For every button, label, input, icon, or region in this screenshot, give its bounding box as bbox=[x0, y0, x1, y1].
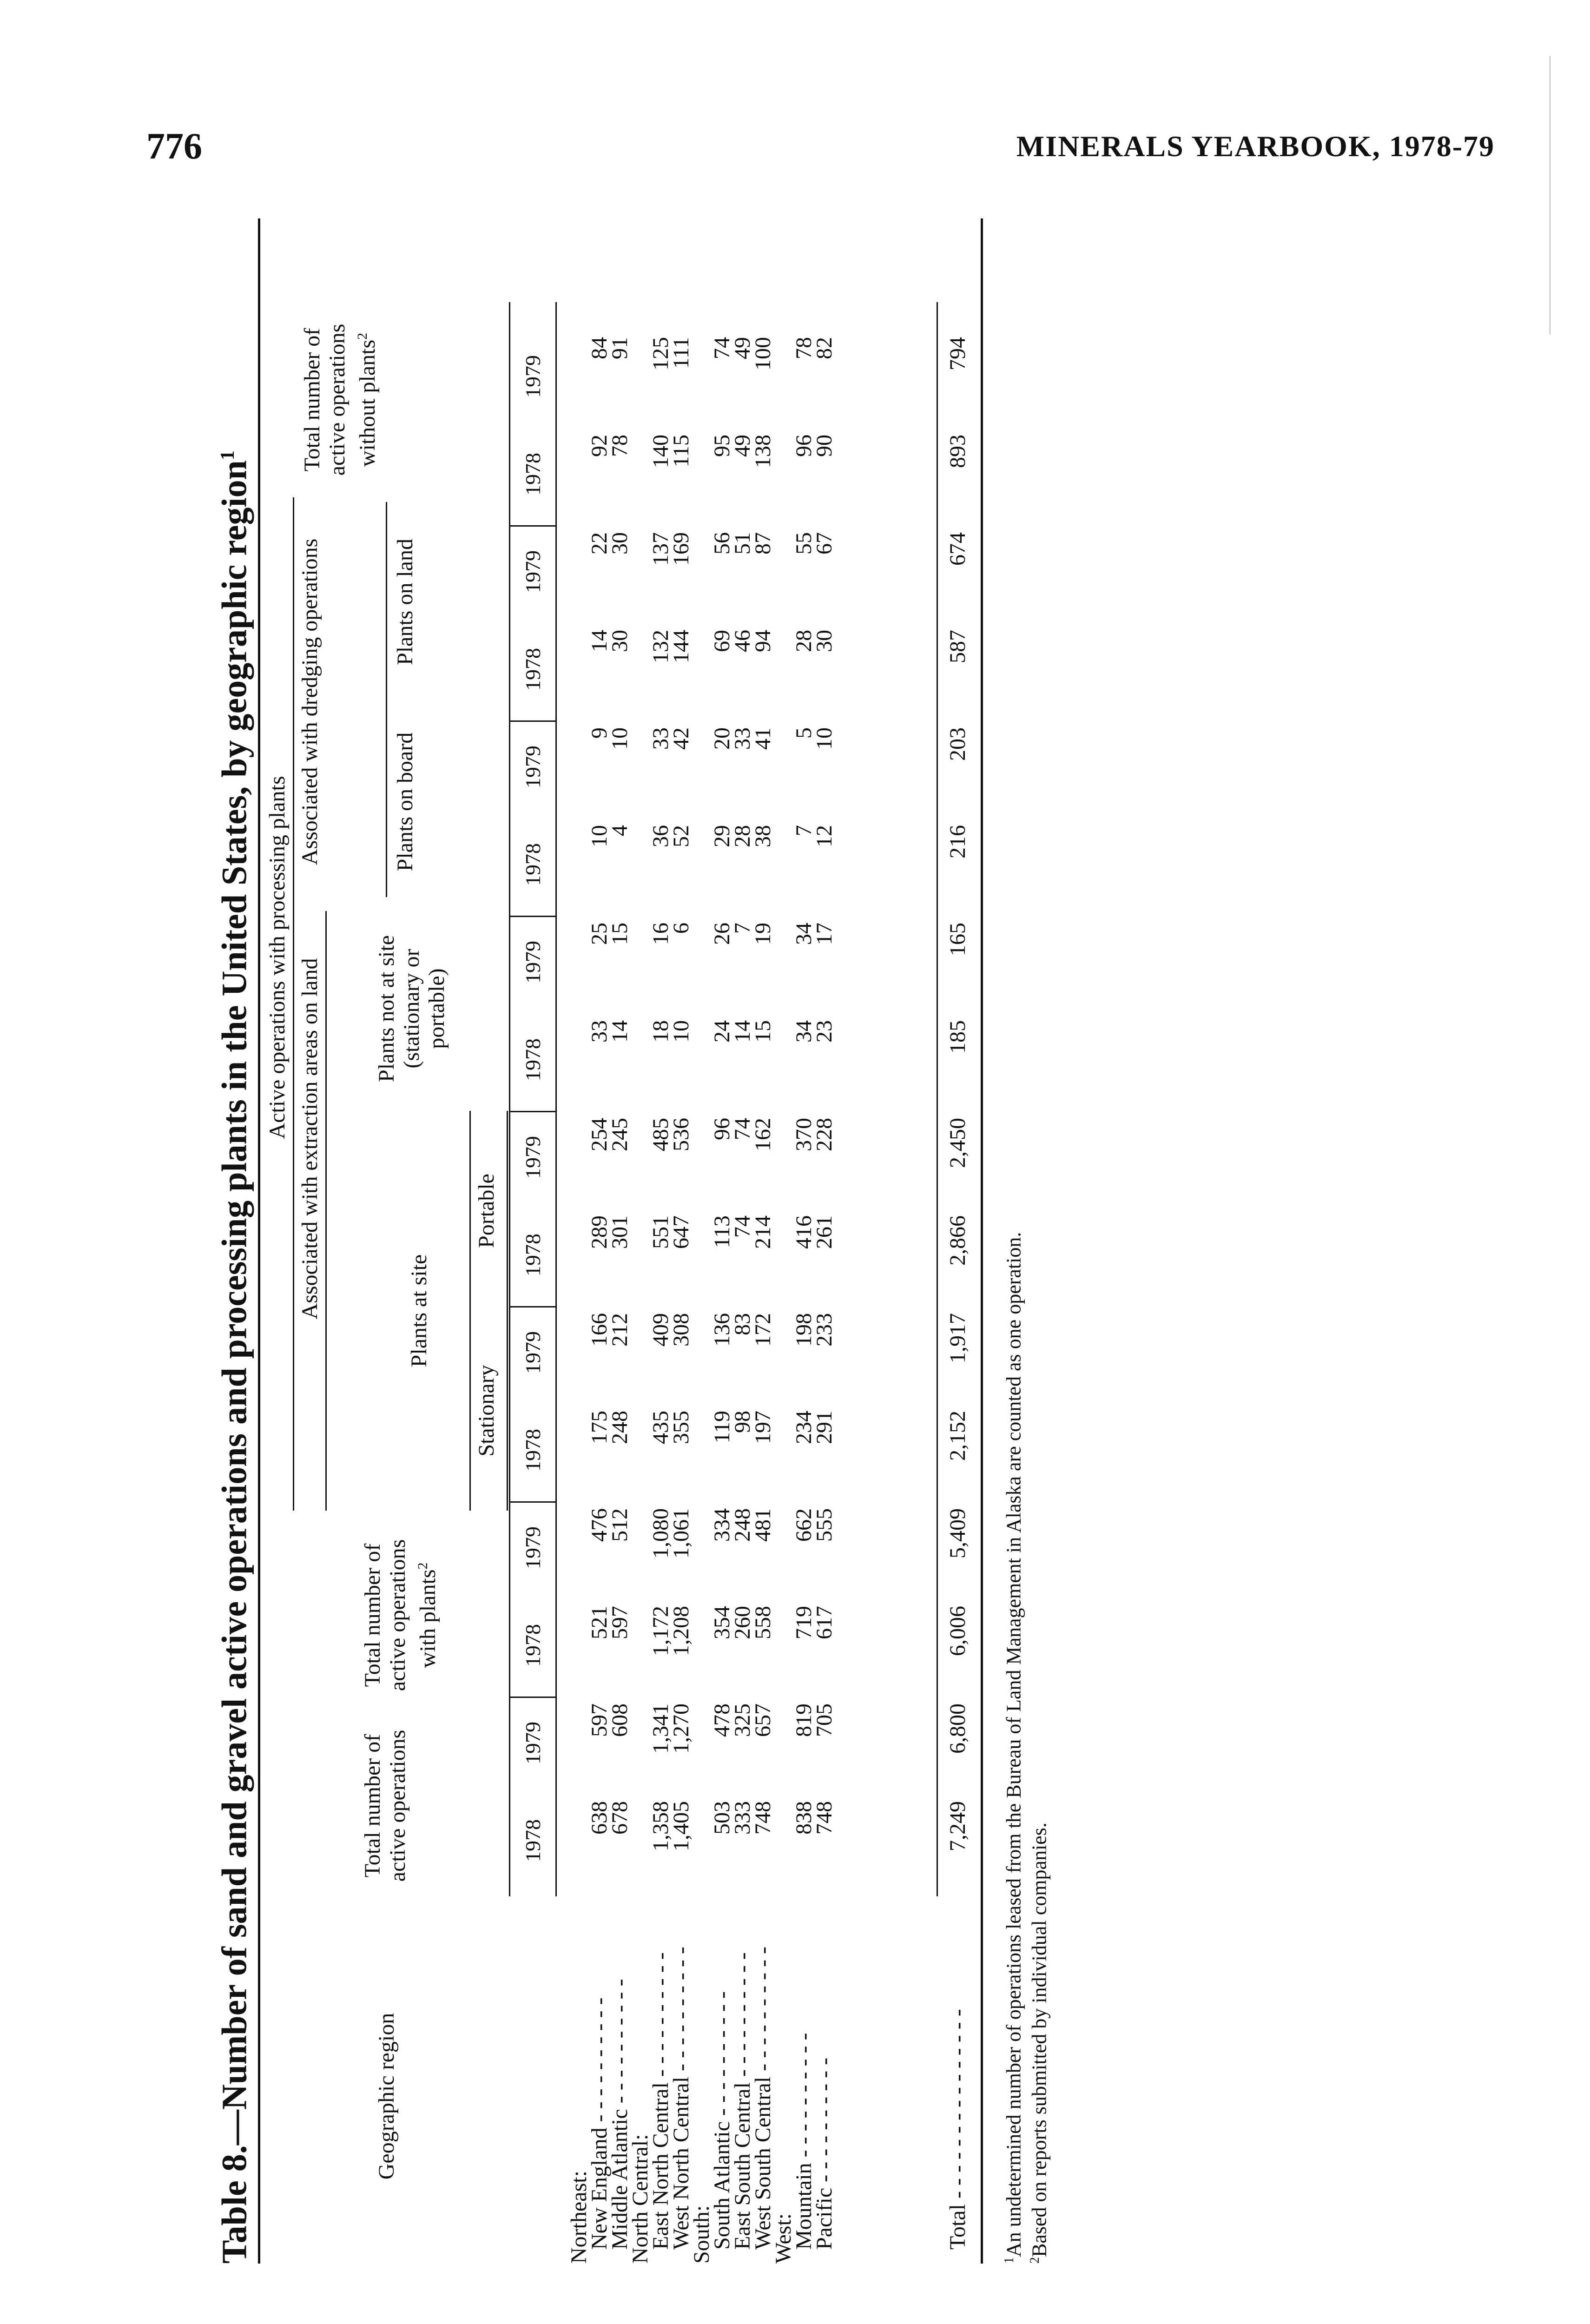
year-header: 1979 bbox=[521, 941, 545, 984]
table-cell: 333 bbox=[730, 1801, 755, 1835]
region-row-label: East North Central - - - - - - - - - - bbox=[648, 1952, 673, 2250]
rotated-table-block bbox=[207, 218, 1332, 2264]
table-cell: 10 bbox=[607, 727, 632, 750]
table-cell: 587 bbox=[945, 630, 970, 663]
region-row-label: Mountain - - - - - - - - - - bbox=[792, 2033, 816, 2250]
table-cell: 95 bbox=[710, 435, 734, 457]
table-cell: 98 bbox=[730, 1411, 755, 1433]
table-cell: 248 bbox=[730, 1508, 755, 1542]
table-cell: 325 bbox=[730, 1703, 755, 1737]
table-cell: 113 bbox=[710, 1215, 734, 1248]
table-cell: 558 bbox=[751, 1606, 775, 1639]
table-cell: 46 bbox=[730, 630, 755, 652]
table-cell: 92 bbox=[587, 435, 612, 457]
table-cell: 34 bbox=[792, 1020, 816, 1043]
header-total-with-plants bbox=[360, 1525, 441, 1706]
table-cell: 82 bbox=[812, 337, 837, 359]
table-cell: 6,800 bbox=[945, 1703, 970, 1754]
table-cell: 216 bbox=[945, 825, 970, 858]
table-cell: 25 bbox=[587, 923, 612, 945]
table-cell: 119 bbox=[710, 1411, 734, 1444]
table-cell: 14 bbox=[607, 1020, 632, 1043]
running-head: MINERALS YEARBOOK, 1978-79 bbox=[1016, 130, 1495, 163]
table-cell: 14 bbox=[587, 630, 612, 652]
table-cell: 1,080 bbox=[648, 1508, 673, 1558]
table-cell: 30 bbox=[607, 630, 632, 652]
year-header: 1978 bbox=[521, 1038, 545, 1081]
year-group-separator bbox=[509, 1306, 555, 1307]
table-cell: 96 bbox=[792, 435, 816, 457]
table-cell: 291 bbox=[812, 1411, 837, 1444]
table-cell: 1,917 bbox=[945, 1313, 970, 1363]
table-cell: 234 bbox=[792, 1411, 816, 1444]
table-cell: 233 bbox=[812, 1313, 837, 1347]
year-header: 1978 bbox=[521, 453, 545, 495]
table-cell: 748 bbox=[812, 1801, 837, 1835]
table-cell: 485 bbox=[648, 1118, 673, 1151]
table-cell: 84 bbox=[587, 337, 612, 359]
table-cell: 674 bbox=[945, 532, 970, 566]
year-group-separator bbox=[509, 1697, 555, 1698]
table-cell: 662 bbox=[792, 1508, 816, 1542]
footnote-mark: 1 bbox=[1002, 2257, 1016, 2264]
table-cell: 521 bbox=[587, 1606, 612, 1639]
footnote-2 bbox=[1023, 1822, 1052, 2264]
year-header: 1978 bbox=[521, 1234, 545, 1276]
table-cell: 38 bbox=[751, 825, 775, 847]
table-cell: 248 bbox=[607, 1411, 632, 1444]
table-cell: 893 bbox=[945, 435, 970, 468]
table-cell: 748 bbox=[751, 1801, 775, 1835]
table-cell: 476 bbox=[587, 1508, 612, 1542]
table-cell: 638 bbox=[587, 1801, 612, 1835]
table-cell: 6,006 bbox=[945, 1606, 970, 1656]
table-cell: 33 bbox=[730, 727, 755, 750]
table-cell: 481 bbox=[751, 1508, 775, 1542]
table-cell: 22 bbox=[587, 532, 612, 555]
table-cell: 289 bbox=[587, 1215, 612, 1249]
region-row-label: East South Central - - - - - - - - - - bbox=[730, 1952, 755, 2250]
table-cell: 334 bbox=[710, 1508, 734, 1542]
table-cell: 96 bbox=[710, 1118, 734, 1140]
table-cell: 1,405 bbox=[669, 1801, 693, 1851]
table-cell: 838 bbox=[792, 1801, 816, 1835]
table-cell: 52 bbox=[669, 825, 693, 847]
table-cell: 416 bbox=[792, 1215, 816, 1249]
table-cell: 536 bbox=[669, 1118, 693, 1151]
rule-stat-port bbox=[507, 1111, 508, 1511]
table-cell: 647 bbox=[669, 1215, 693, 1249]
table-cell: 2,152 bbox=[945, 1411, 970, 1461]
header-without-plants bbox=[300, 302, 380, 497]
table-cell: 20 bbox=[710, 727, 734, 750]
table-cell: 137 bbox=[648, 532, 673, 566]
table-cell: 30 bbox=[607, 532, 632, 555]
table-cell: 17 bbox=[812, 923, 837, 945]
table-cell: 597 bbox=[587, 1703, 612, 1737]
table-cell: 435 bbox=[648, 1411, 673, 1444]
header-portable: Portable bbox=[474, 1174, 499, 1248]
table-cell: 136 bbox=[710, 1313, 734, 1347]
year-header: 1979 bbox=[521, 1722, 545, 1764]
table-cell: 19 bbox=[751, 923, 775, 945]
table-cell: 657 bbox=[751, 1703, 775, 1737]
year-header: 1979 bbox=[521, 746, 545, 788]
table-cell: 69 bbox=[710, 630, 734, 652]
region-row-label: South Atlantic - - - - - - - - - - bbox=[710, 1991, 734, 2250]
header-on-board: Plants on board bbox=[393, 732, 417, 872]
table-cell: 94 bbox=[751, 630, 775, 652]
table-cell: 16 bbox=[648, 923, 673, 945]
table-cell: 33 bbox=[648, 727, 673, 750]
rule-years-top bbox=[509, 302, 510, 1896]
table-cell: 18 bbox=[648, 1020, 673, 1043]
table-cell: 78 bbox=[607, 435, 632, 457]
table-cell: 55 bbox=[792, 532, 816, 555]
table-cell: 1,358 bbox=[648, 1801, 673, 1851]
table-cell: 26 bbox=[710, 923, 734, 945]
region-row-label: Pacific - - - - - - - - - - bbox=[812, 2057, 837, 2250]
header-total-with-plants-text: Total number of active operations with plants bbox=[360, 1539, 440, 1691]
region-group-label: Northeast: bbox=[567, 2171, 591, 2264]
table-cell: 7 bbox=[792, 825, 816, 836]
header-not-at-site: Plants not at site (stationary or portable) bbox=[374, 935, 449, 1082]
table-cell: 15 bbox=[607, 923, 632, 945]
header-note-mark: 2 bbox=[355, 332, 370, 340]
table-cell: 144 bbox=[669, 630, 693, 663]
footnote-text: Based on reports submitted by individual companies. bbox=[1028, 1822, 1051, 2257]
region-group-label: West: bbox=[771, 2213, 796, 2264]
table-cell: 28 bbox=[730, 825, 755, 847]
footnote-mark: 2 bbox=[1028, 2257, 1042, 2264]
rule-years-bottom bbox=[555, 302, 557, 1896]
year-header: 1978 bbox=[521, 648, 545, 691]
table-cell: 162 bbox=[751, 1118, 775, 1151]
table-cell: 719 bbox=[792, 1606, 816, 1639]
table-cell: 74 bbox=[730, 1215, 755, 1238]
header-extraction-group: Associated with extraction areas on land bbox=[297, 958, 322, 1320]
region-group-label: South: bbox=[689, 2205, 714, 2264]
region-row-label: Middle Atlantic - - - - - - - - - - bbox=[607, 1979, 632, 2250]
table-cell: 10 bbox=[587, 825, 612, 847]
table-cell: 308 bbox=[669, 1313, 693, 1347]
table-cell: 409 bbox=[648, 1313, 673, 1347]
table-cell: 34 bbox=[792, 923, 816, 945]
table-cell: 90 bbox=[812, 435, 837, 457]
year-header: 1979 bbox=[521, 1136, 545, 1179]
table-cell: 370 bbox=[792, 1118, 816, 1151]
table-cell: 33 bbox=[587, 1020, 612, 1043]
table-cell: 115 bbox=[669, 435, 693, 468]
table-cell: 12 bbox=[812, 825, 837, 847]
table-cell: 87 bbox=[751, 532, 775, 555]
table-title-text: Table 8.—Number of sand and gravel active operations and processing plants in the United States, by geographic region bbox=[215, 460, 254, 2264]
table-cell: 1,270 bbox=[669, 1703, 693, 1754]
table-cell: 91 bbox=[607, 337, 632, 359]
table-cell: 10 bbox=[812, 727, 837, 750]
table-cell: 705 bbox=[812, 1703, 837, 1737]
table-cell: 10 bbox=[669, 1020, 693, 1043]
year-header: 1979 bbox=[521, 355, 545, 398]
table-cell: 228 bbox=[812, 1118, 837, 1151]
page-header bbox=[0, 125, 1590, 181]
header-stationary: Stationary bbox=[474, 1365, 499, 1457]
table-cell: 175 bbox=[587, 1411, 612, 1444]
header-plants-at-site: Plants at site bbox=[407, 1254, 431, 1367]
table-cell: 608 bbox=[607, 1703, 632, 1737]
year-header: 1979 bbox=[521, 1526, 545, 1569]
table-cell: 2,450 bbox=[945, 1118, 970, 1168]
table-cell: 597 bbox=[607, 1606, 632, 1639]
year-group-separator bbox=[509, 1501, 555, 1503]
table-cell: 354 bbox=[710, 1606, 734, 1639]
year-group-separator bbox=[509, 1111, 555, 1112]
region-row-label: West South Central - - - - - - - - - - bbox=[751, 1947, 775, 2250]
table-cell: 5,409 bbox=[945, 1508, 970, 1558]
rule-above-total bbox=[937, 302, 938, 1896]
header-on-land: Plants on land bbox=[393, 539, 417, 665]
header-without-plants-text: Total number of active operations without plants bbox=[300, 324, 380, 476]
table-cell: 74 bbox=[710, 337, 734, 359]
table-cell: 355 bbox=[669, 1411, 693, 1444]
year-group-separator bbox=[509, 525, 555, 527]
table-bottom-rule bbox=[981, 218, 983, 2264]
table-cell: 1,208 bbox=[669, 1606, 693, 1656]
table-cell: 203 bbox=[945, 727, 970, 761]
region-group-label: North Central: bbox=[628, 2134, 653, 2264]
table-cell: 36 bbox=[648, 825, 673, 847]
region-row-label: New England - - - - - - - - - - bbox=[587, 1997, 612, 2250]
table-cell: 503 bbox=[710, 1801, 734, 1835]
header-active-group: Active operations with processing plants bbox=[265, 776, 290, 1139]
total-row-label: Total - - - - - - - - - - - - - - - bbox=[945, 2009, 970, 2250]
year-header: 1979 bbox=[521, 1331, 545, 1374]
table-title bbox=[207, 218, 255, 2264]
year-header: 1978 bbox=[521, 1819, 545, 1862]
year-header: 1978 bbox=[521, 843, 545, 886]
table-cell: 111 bbox=[669, 337, 693, 369]
table-cell: 7,249 bbox=[945, 1801, 970, 1851]
table-cell: 166 bbox=[587, 1313, 612, 1347]
table-cell: 67 bbox=[812, 532, 837, 555]
table-cell: 794 bbox=[945, 337, 970, 370]
table-cell: 7 bbox=[730, 923, 755, 934]
table-cell: 1,341 bbox=[648, 1703, 673, 1754]
table-cell: 678 bbox=[607, 1801, 632, 1835]
table-cell: 100 bbox=[751, 337, 775, 370]
table-cell: 260 bbox=[730, 1606, 755, 1639]
table-cell: 478 bbox=[710, 1703, 734, 1737]
table-cell: 15 bbox=[751, 1020, 775, 1043]
table-cell: 1,172 bbox=[648, 1606, 673, 1656]
table-cell: 551 bbox=[648, 1215, 673, 1249]
header-note-mark: 2 bbox=[415, 1562, 430, 1570]
table-cell: 28 bbox=[792, 630, 816, 652]
table-cell: 165 bbox=[945, 923, 970, 956]
table-cell: 245 bbox=[607, 1118, 632, 1151]
table-cell: 42 bbox=[669, 727, 693, 750]
table-cell: 197 bbox=[751, 1411, 775, 1444]
year-header: 1978 bbox=[521, 1624, 545, 1667]
table-cell: 140 bbox=[648, 435, 673, 468]
rule-extraction bbox=[325, 911, 327, 1511]
footnote-text: An undetermined number of operations leased from the Bureau of Land Management in Alaska are counted as one operation. bbox=[1002, 1232, 1025, 2257]
table-cell: 301 bbox=[607, 1215, 632, 1249]
table-cell: 132 bbox=[648, 630, 673, 663]
year-group-separator bbox=[509, 916, 555, 917]
table-cell: 49 bbox=[730, 337, 755, 359]
year-header: 1978 bbox=[521, 1429, 545, 1472]
header-region: Geographic region bbox=[374, 2013, 399, 2180]
year-group-separator bbox=[509, 720, 555, 722]
table-cell: 212 bbox=[607, 1313, 632, 1347]
table-cell: 214 bbox=[751, 1215, 775, 1249]
table-cell: 1,061 bbox=[669, 1508, 693, 1558]
table-cell: 172 bbox=[751, 1313, 775, 1347]
table-cell: 819 bbox=[792, 1703, 816, 1737]
table-cell: 56 bbox=[710, 532, 734, 555]
table-top-rule bbox=[258, 218, 260, 2264]
header-dredging-group: Associated with dredging operations bbox=[297, 538, 322, 865]
table-cell: 30 bbox=[812, 630, 837, 652]
table-cell: 4 bbox=[607, 825, 632, 836]
table-cell: 5 bbox=[792, 727, 816, 739]
header-total-ops: Total number of active operations bbox=[360, 1730, 410, 1882]
table-cell: 169 bbox=[669, 532, 693, 566]
table-cell: 198 bbox=[792, 1313, 816, 1347]
table-cell: 51 bbox=[730, 532, 755, 555]
region-row-label: West North Central - - - - - - - - - - bbox=[669, 1947, 693, 2250]
table-cell: 74 bbox=[730, 1118, 755, 1140]
table-cell: 14 bbox=[730, 1020, 755, 1043]
table-cell: 261 bbox=[812, 1215, 837, 1249]
table-cell: 125 bbox=[648, 337, 673, 370]
year-header: 1979 bbox=[521, 550, 545, 593]
table-cell: 83 bbox=[730, 1313, 755, 1335]
table-cell: 78 bbox=[792, 337, 816, 359]
table-cell: 41 bbox=[751, 727, 775, 750]
rule-at-site bbox=[469, 1111, 471, 1511]
table-cell: 254 bbox=[587, 1118, 612, 1151]
table-cell: 185 bbox=[945, 1020, 970, 1054]
table-cell: 24 bbox=[710, 1020, 734, 1043]
title-footnote-mark: 1 bbox=[217, 450, 238, 461]
table-cell: 2,866 bbox=[945, 1215, 970, 1266]
table-cell: 555 bbox=[812, 1508, 837, 1542]
table-cell: 49 bbox=[730, 435, 755, 457]
page-number: 776 bbox=[146, 126, 202, 167]
table-cell: 9 bbox=[587, 727, 612, 739]
table-cell: 617 bbox=[812, 1606, 837, 1639]
table-cell: 23 bbox=[812, 1020, 837, 1043]
table-cell: 6 bbox=[669, 923, 693, 934]
rule-active bbox=[293, 497, 294, 1511]
rule-dredging bbox=[386, 502, 387, 897]
table-cell: 138 bbox=[751, 435, 775, 468]
table-cell: 29 bbox=[710, 825, 734, 847]
table-cell: 512 bbox=[607, 1508, 632, 1542]
